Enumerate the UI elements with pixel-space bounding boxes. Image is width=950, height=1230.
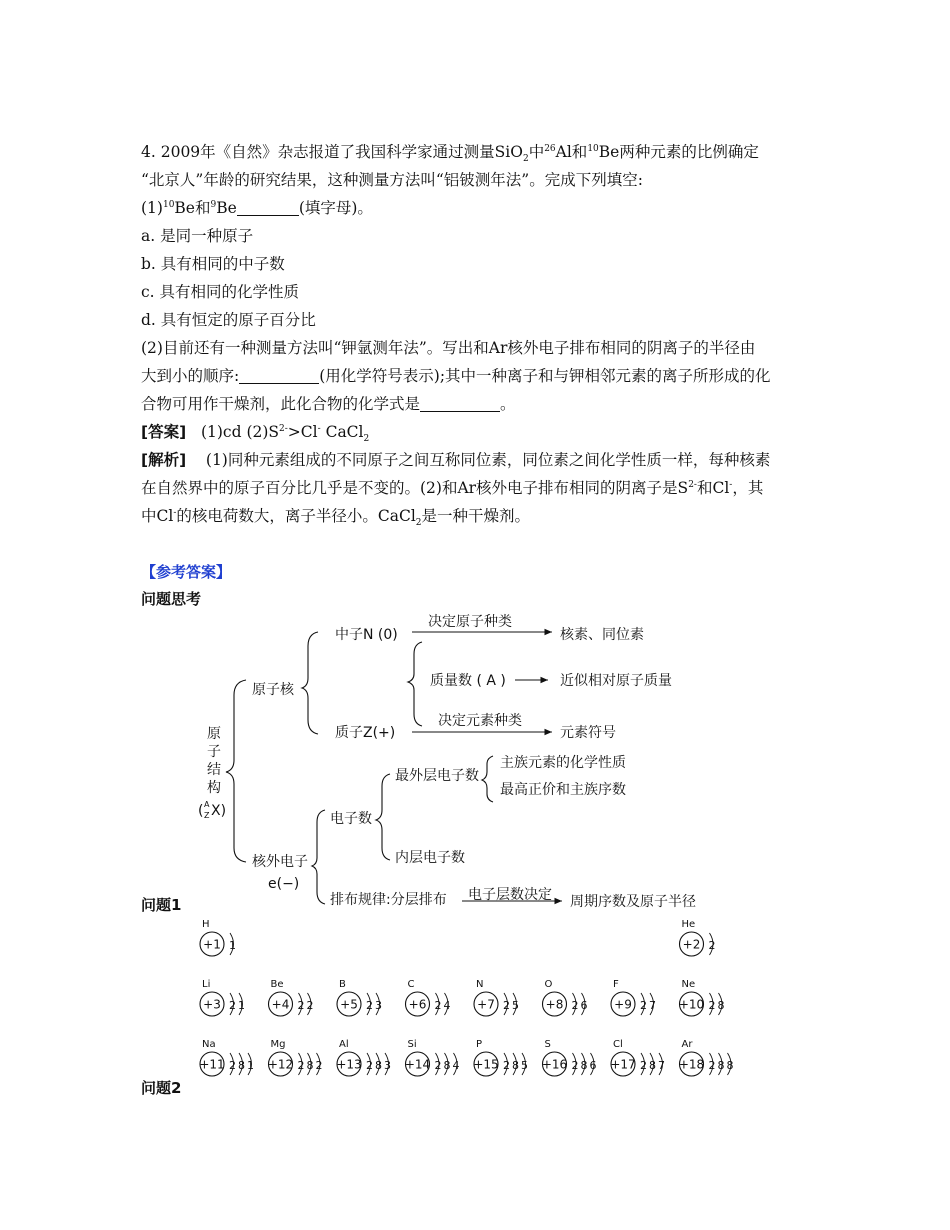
nuclear-charge: +15 xyxy=(473,1057,499,1072)
atom-symbol: Al xyxy=(339,1039,349,1050)
neutron-label: 中子N (0) xyxy=(335,627,398,643)
shell-electron-count: 2 xyxy=(708,939,716,952)
option-a: a. 是同一种原子 xyxy=(141,227,254,245)
atom-n xyxy=(474,979,519,1016)
analysis-line-1: [解析] (1)同种元素组成的不同原子之间互称同位素，同位素之间化学性质一样，每种核素 xyxy=(141,451,771,469)
atom-ne xyxy=(679,979,725,1016)
shell-electron-count: 3 xyxy=(375,999,382,1012)
root-sym-A: A xyxy=(204,800,210,809)
shell-electron-count: 2 xyxy=(571,999,579,1012)
atom-symbol: Ne xyxy=(681,979,696,990)
question-part-2-line-2: 大到小的顺序: (用化学符号表示);其中一种离子和与钾相邻元素的离子所形成的化 xyxy=(141,367,771,385)
shell-electron-count: 2 xyxy=(434,999,442,1012)
nuclear-charge: +6 xyxy=(408,997,427,1012)
atom-li xyxy=(200,979,245,1016)
outer-electron-brace xyxy=(482,756,493,802)
answer-blank-1[interactable] xyxy=(237,199,299,216)
shell-electron-count: 2 xyxy=(366,1059,373,1072)
atom-symbol: B xyxy=(339,979,346,990)
atom-o xyxy=(543,979,588,1016)
root-sym-X: X) xyxy=(211,803,227,819)
atom-na xyxy=(199,1039,254,1076)
outer-electron-label: 最外层电子数 xyxy=(395,768,479,784)
atom-s xyxy=(542,1039,597,1076)
shell-electron-count: 2 xyxy=(503,1059,510,1072)
option-c: c. 具有相同的化学性质 xyxy=(141,283,300,301)
atom-p xyxy=(473,1039,528,1076)
atom-symbol: Mg xyxy=(270,1039,286,1050)
problem-think-heading: 问题思考 xyxy=(141,590,202,608)
shell-electron-count: 1 xyxy=(247,1059,254,1072)
nuclear-charge: +12 xyxy=(267,1057,294,1072)
nuclear-charge: +4 xyxy=(271,997,290,1012)
answer-blank-3[interactable] xyxy=(420,395,500,412)
atomic-structure-diagrams xyxy=(190,912,770,1087)
shell-electron-count: 1 xyxy=(229,939,236,952)
shell-electron-count: 8 xyxy=(717,999,725,1012)
shell-electron-count: 8 xyxy=(726,1059,734,1072)
atom-symbol: Na xyxy=(202,1039,216,1050)
shell-electron-count: 8 xyxy=(512,1059,519,1072)
atom-symbol: P xyxy=(476,1039,483,1050)
nuclear-charge: +18 xyxy=(678,1057,705,1072)
root-char-1: 原 xyxy=(207,726,221,742)
atom-symbol: Si xyxy=(407,1039,417,1050)
shell-electron-count: 6 xyxy=(580,999,588,1012)
nuclear-charge: +1 xyxy=(203,937,221,952)
atom-symbol: Li xyxy=(202,979,211,990)
shell-electron-count: 2 xyxy=(315,1059,323,1072)
shell-electron-count: 2 xyxy=(229,999,236,1012)
shell-electron-count: 8 xyxy=(580,1059,588,1072)
shell-electron-count: 8 xyxy=(717,1059,725,1072)
question-part-2-line-3: 合物可用作干燥剂，此化合物的化学式是 。 xyxy=(141,395,516,413)
shell-electron-count: 6 xyxy=(589,1059,597,1072)
shell-electron-count: 7 xyxy=(649,999,656,1012)
det-atom-label: 决定原子种类 xyxy=(428,614,512,630)
nuclear-charge: +7 xyxy=(477,997,495,1012)
atom-symbol: O xyxy=(544,979,553,990)
approx-mass-label: 近似相对原子质量 xyxy=(560,673,672,689)
inner-electron-label: 内层电子数 xyxy=(395,850,465,866)
root-char-4: 构 xyxy=(207,780,221,796)
atom-mg xyxy=(268,1039,323,1076)
reference-answer-heading: 【参考答案】 xyxy=(141,563,232,581)
shell-electron-count: 8 xyxy=(306,1059,314,1072)
chem-property-label: 主族元素的化学性质 xyxy=(500,755,626,771)
shell-electron-count: 2 xyxy=(571,1059,579,1072)
atom-h xyxy=(200,919,236,956)
root-char-3: 结 xyxy=(207,762,221,778)
mass-number-brace xyxy=(408,642,422,726)
atom-cl xyxy=(610,1039,665,1076)
shell-electron-count: 2 xyxy=(297,1059,305,1072)
electron-count-brace xyxy=(376,774,390,860)
nuclear-charge: +8 xyxy=(545,997,564,1012)
shell-electron-count: 3 xyxy=(384,1059,391,1072)
problem-1-heading: 问题1 xyxy=(141,896,182,914)
nuclear-charge: +5 xyxy=(340,997,358,1012)
shell-electron-count: 8 xyxy=(443,1059,451,1072)
shell-electron-count: 8 xyxy=(238,1059,245,1072)
nuclear-charge: +13 xyxy=(336,1057,362,1072)
answer-label: [答案] xyxy=(141,423,187,441)
electron-count-label: 电子数 xyxy=(330,811,372,827)
option-b: b. 具有相同的中子数 xyxy=(141,255,285,273)
nuclear-charge: +14 xyxy=(404,1057,431,1072)
shell-electron-count: 2 xyxy=(297,999,305,1012)
root-sym-paren: ( xyxy=(198,803,204,819)
shell-electron-count: 2 xyxy=(306,999,314,1012)
shell-electron-count: 2 xyxy=(708,1059,716,1072)
atom-be xyxy=(269,979,314,1016)
nuclear-charge: +11 xyxy=(199,1057,225,1072)
root-sym-Z: Z xyxy=(204,811,210,820)
option-d: d. 具有恒定的原子百分比 xyxy=(141,311,316,329)
analysis-label: [解析] xyxy=(141,451,187,469)
atom-symbol: F xyxy=(613,979,619,990)
nuclear-charge: +2 xyxy=(682,937,701,952)
shell-electron-count: 2 xyxy=(229,1059,236,1072)
atom-symbol: S xyxy=(544,1039,551,1050)
shell-electron-count: 2 xyxy=(434,1059,442,1072)
extranuclear-brace xyxy=(312,810,325,904)
nuclear-charge: +16 xyxy=(541,1057,568,1072)
electron-label: e(−) xyxy=(268,876,300,892)
shell-electron-count: 8 xyxy=(375,1059,382,1072)
atom-he xyxy=(680,919,716,956)
valence-label: 最高正价和主族序数 xyxy=(500,782,626,798)
nuclide-label: 核素、同位素 xyxy=(560,627,644,643)
atom-symbol: Ar xyxy=(681,1039,693,1050)
atom-si xyxy=(405,1039,460,1076)
problem-2-heading: 问题2 xyxy=(141,1079,182,1097)
nuclear-charge: +17 xyxy=(610,1057,636,1072)
shell-electron-count: 5 xyxy=(512,999,519,1012)
shell-electron-count: 2 xyxy=(503,999,510,1012)
atom-symbol: C xyxy=(407,979,415,990)
element-symbol-label: 元素符号 xyxy=(560,725,616,741)
nuclear-charge: +9 xyxy=(614,997,632,1012)
shell-electron-count: 1 xyxy=(238,999,245,1012)
shell-electron-count: 5 xyxy=(521,1059,528,1072)
det-elem-label: 决定元素种类 xyxy=(438,713,522,729)
atom-symbol: He xyxy=(681,919,696,930)
atom-symbol: N xyxy=(476,979,484,990)
det-layers-label: 电子层数决定 xyxy=(468,887,552,903)
period-label: 周期序数及原子半径 xyxy=(570,894,696,910)
root-brace xyxy=(226,680,246,862)
mass-number-label: 质量数 ( A ) xyxy=(430,673,506,689)
atom-symbol: Be xyxy=(270,979,284,990)
nuclear-charge: +10 xyxy=(678,997,705,1012)
root-char-2: 子 xyxy=(207,744,221,760)
question-line-2: “北京人”年龄的研究结果，这种测量方法叫“铝铍测年法”。完成下列填空: xyxy=(141,171,643,189)
atom-structure-diagram xyxy=(190,610,710,910)
shell-electron-count: 2 xyxy=(640,1059,647,1072)
atom-symbol: Cl xyxy=(613,1039,623,1050)
analysis-line-3: 中Cl-的核电荷数大，离子半径小。CaCl$_2$是一种干燥剂。 xyxy=(141,507,531,529)
shell-electron-count: 7 xyxy=(658,1059,665,1072)
answer-line: [答案] (1)cd $(2)S^{2-}>Cl^-$ CaCl$_2$ xyxy=(141,423,370,445)
question-part-2: (2)目前还有一种测量方法叫“钾氩测年法”。写出和Ar核外电子排布相同的阴离子的半径由 xyxy=(141,339,756,357)
atom-symbol: H xyxy=(202,919,210,930)
atom-ar xyxy=(679,1039,734,1076)
question-line-1: 4. 2009年《自然》杂志报道了我国科学家通过测量SiO$_2$中$^{26}$Al和$^{10}$Be两种元素的比例确定 xyxy=(141,143,759,165)
shell-electron-count: 4 xyxy=(452,1059,460,1072)
analysis-line-2: 在自然界中的原子百分比几乎是不变的。(2)和Ar核外电子排布相同的阴离子是$S^{2-}$和Cl-，其 xyxy=(141,479,764,497)
atom-b xyxy=(337,979,382,1016)
atom-c xyxy=(406,979,451,1016)
shell-electron-count: 2 xyxy=(708,999,716,1012)
shell-electron-count: 2 xyxy=(640,999,647,1012)
shell-electron-count: 8 xyxy=(649,1059,656,1072)
nuclear-charge: +3 xyxy=(203,997,221,1012)
nucleus-brace xyxy=(302,632,318,734)
answer-blank-2[interactable] xyxy=(239,367,319,384)
question-part-1: $(1)^{10}Be$和$^9$Be (填字母)。 xyxy=(141,199,373,217)
arrangement-rule-label: 排布规律:分层排布 xyxy=(330,892,447,908)
shell-electron-count: 2 xyxy=(366,999,373,1012)
shell-electron-count: 4 xyxy=(443,999,451,1012)
atom-al xyxy=(336,1039,391,1076)
nucleus-label: 原子核 xyxy=(252,682,294,698)
atom-f xyxy=(611,979,656,1016)
extranuclear-label: 核外电子 xyxy=(252,854,308,870)
proton-label: 质子Z(+) xyxy=(335,725,396,741)
